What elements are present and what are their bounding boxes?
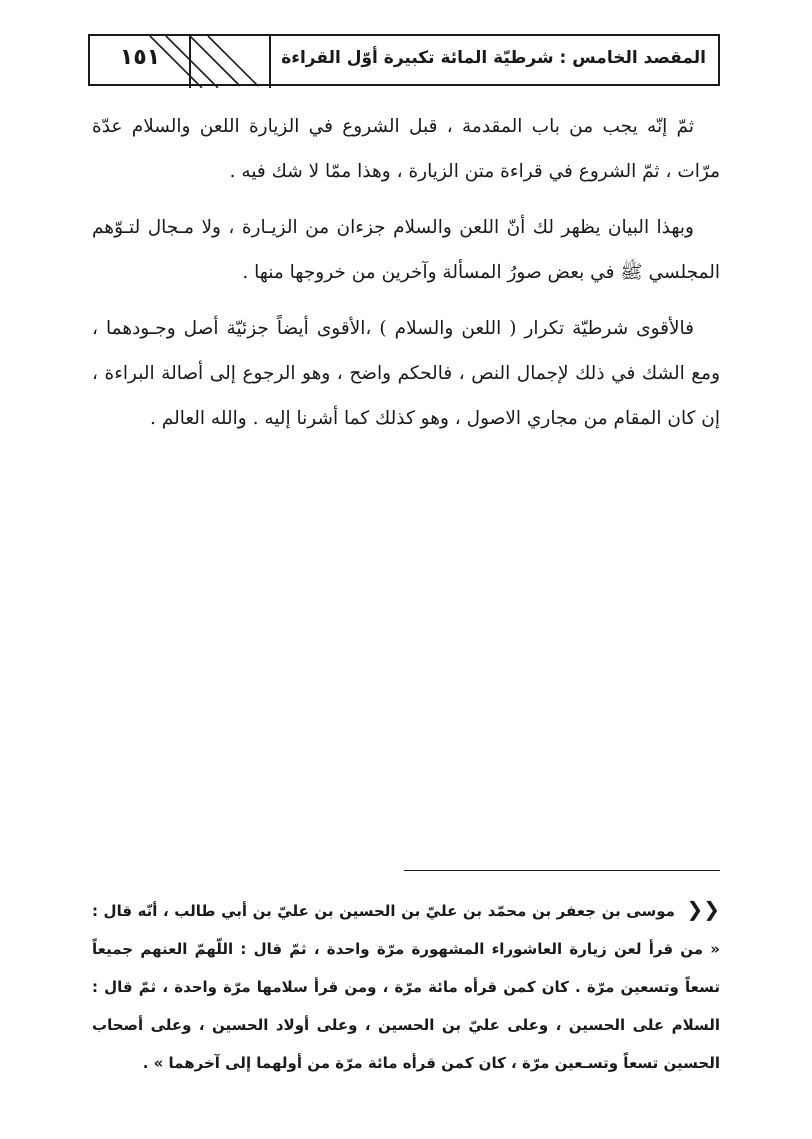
page-number: ١٥١ [119,45,161,70]
main-text [92,104,720,452]
paragraph: وبهذا البيان يظهر لك أنّ اللعن والسلام جزءان من الزيـارة ، ولا مـجال لتـوّهم المجلسي ﷺ في بعض صورُ المسألة وآخرين من خروجها منها . [92,217,720,283]
footnote-divider [404,870,720,871]
quote-marker-icon: ❮❮ [686,897,720,921]
paragraph: ثمّ إنّه يجب من باب المقدمة ، قبل الشروع في الزيارة اللعن والسلام عدّة مرّات ، ثمّ الشروع في قراءة متن الزيارة ، وهذا ممّا لا شك فيه . [92,116,720,182]
footnote-text: موسى بن جعفر بن محمّد بن عليّ بن الحسين بن عليّ بن أبي طالب ، أنّه قال : « من قرأ لعن زيارة العاشوراء المشهورة مرّة واحدة ، ثمّ قال : اللّهمّ العنهم جميعاً تسعاً وتسعين مرّة . كان كمن قرأه مائة مرّة ، ومن قرأ سلامها مرّة واحدة ، ثمّ قال : السلام على الحسين ، وعلى عليّ بن الحسين ، وعلى أولاد الحسين ، وعلى أصحاب الحسين تسعاً وتسـعين مرّة ، كان كمن قرأه مائة مرّة من أولهما إلى آخرهما » . [92,902,720,1072]
running-header [88,34,720,86]
paragraph: فالأقوى شرطيّة تكرار ( اللعن والسلام ) ،الأقوى أيضاً جزئيّة أصل وجـودهما ، ومع الشك في ذلك لإجمال النص ، فالحكم واضح ، وهو الرجوع إلى أصالة البراءة ، إن كان المقام من مجاري الاصول ، وهو كذلك كما أشرنا إليه . والله العالم . [92,318,720,429]
chapter-title: المقصد الخامس : شرطيّة المائة تكبيرة أوّل القراءة [281,48,706,68]
footnote [92,890,720,1082]
